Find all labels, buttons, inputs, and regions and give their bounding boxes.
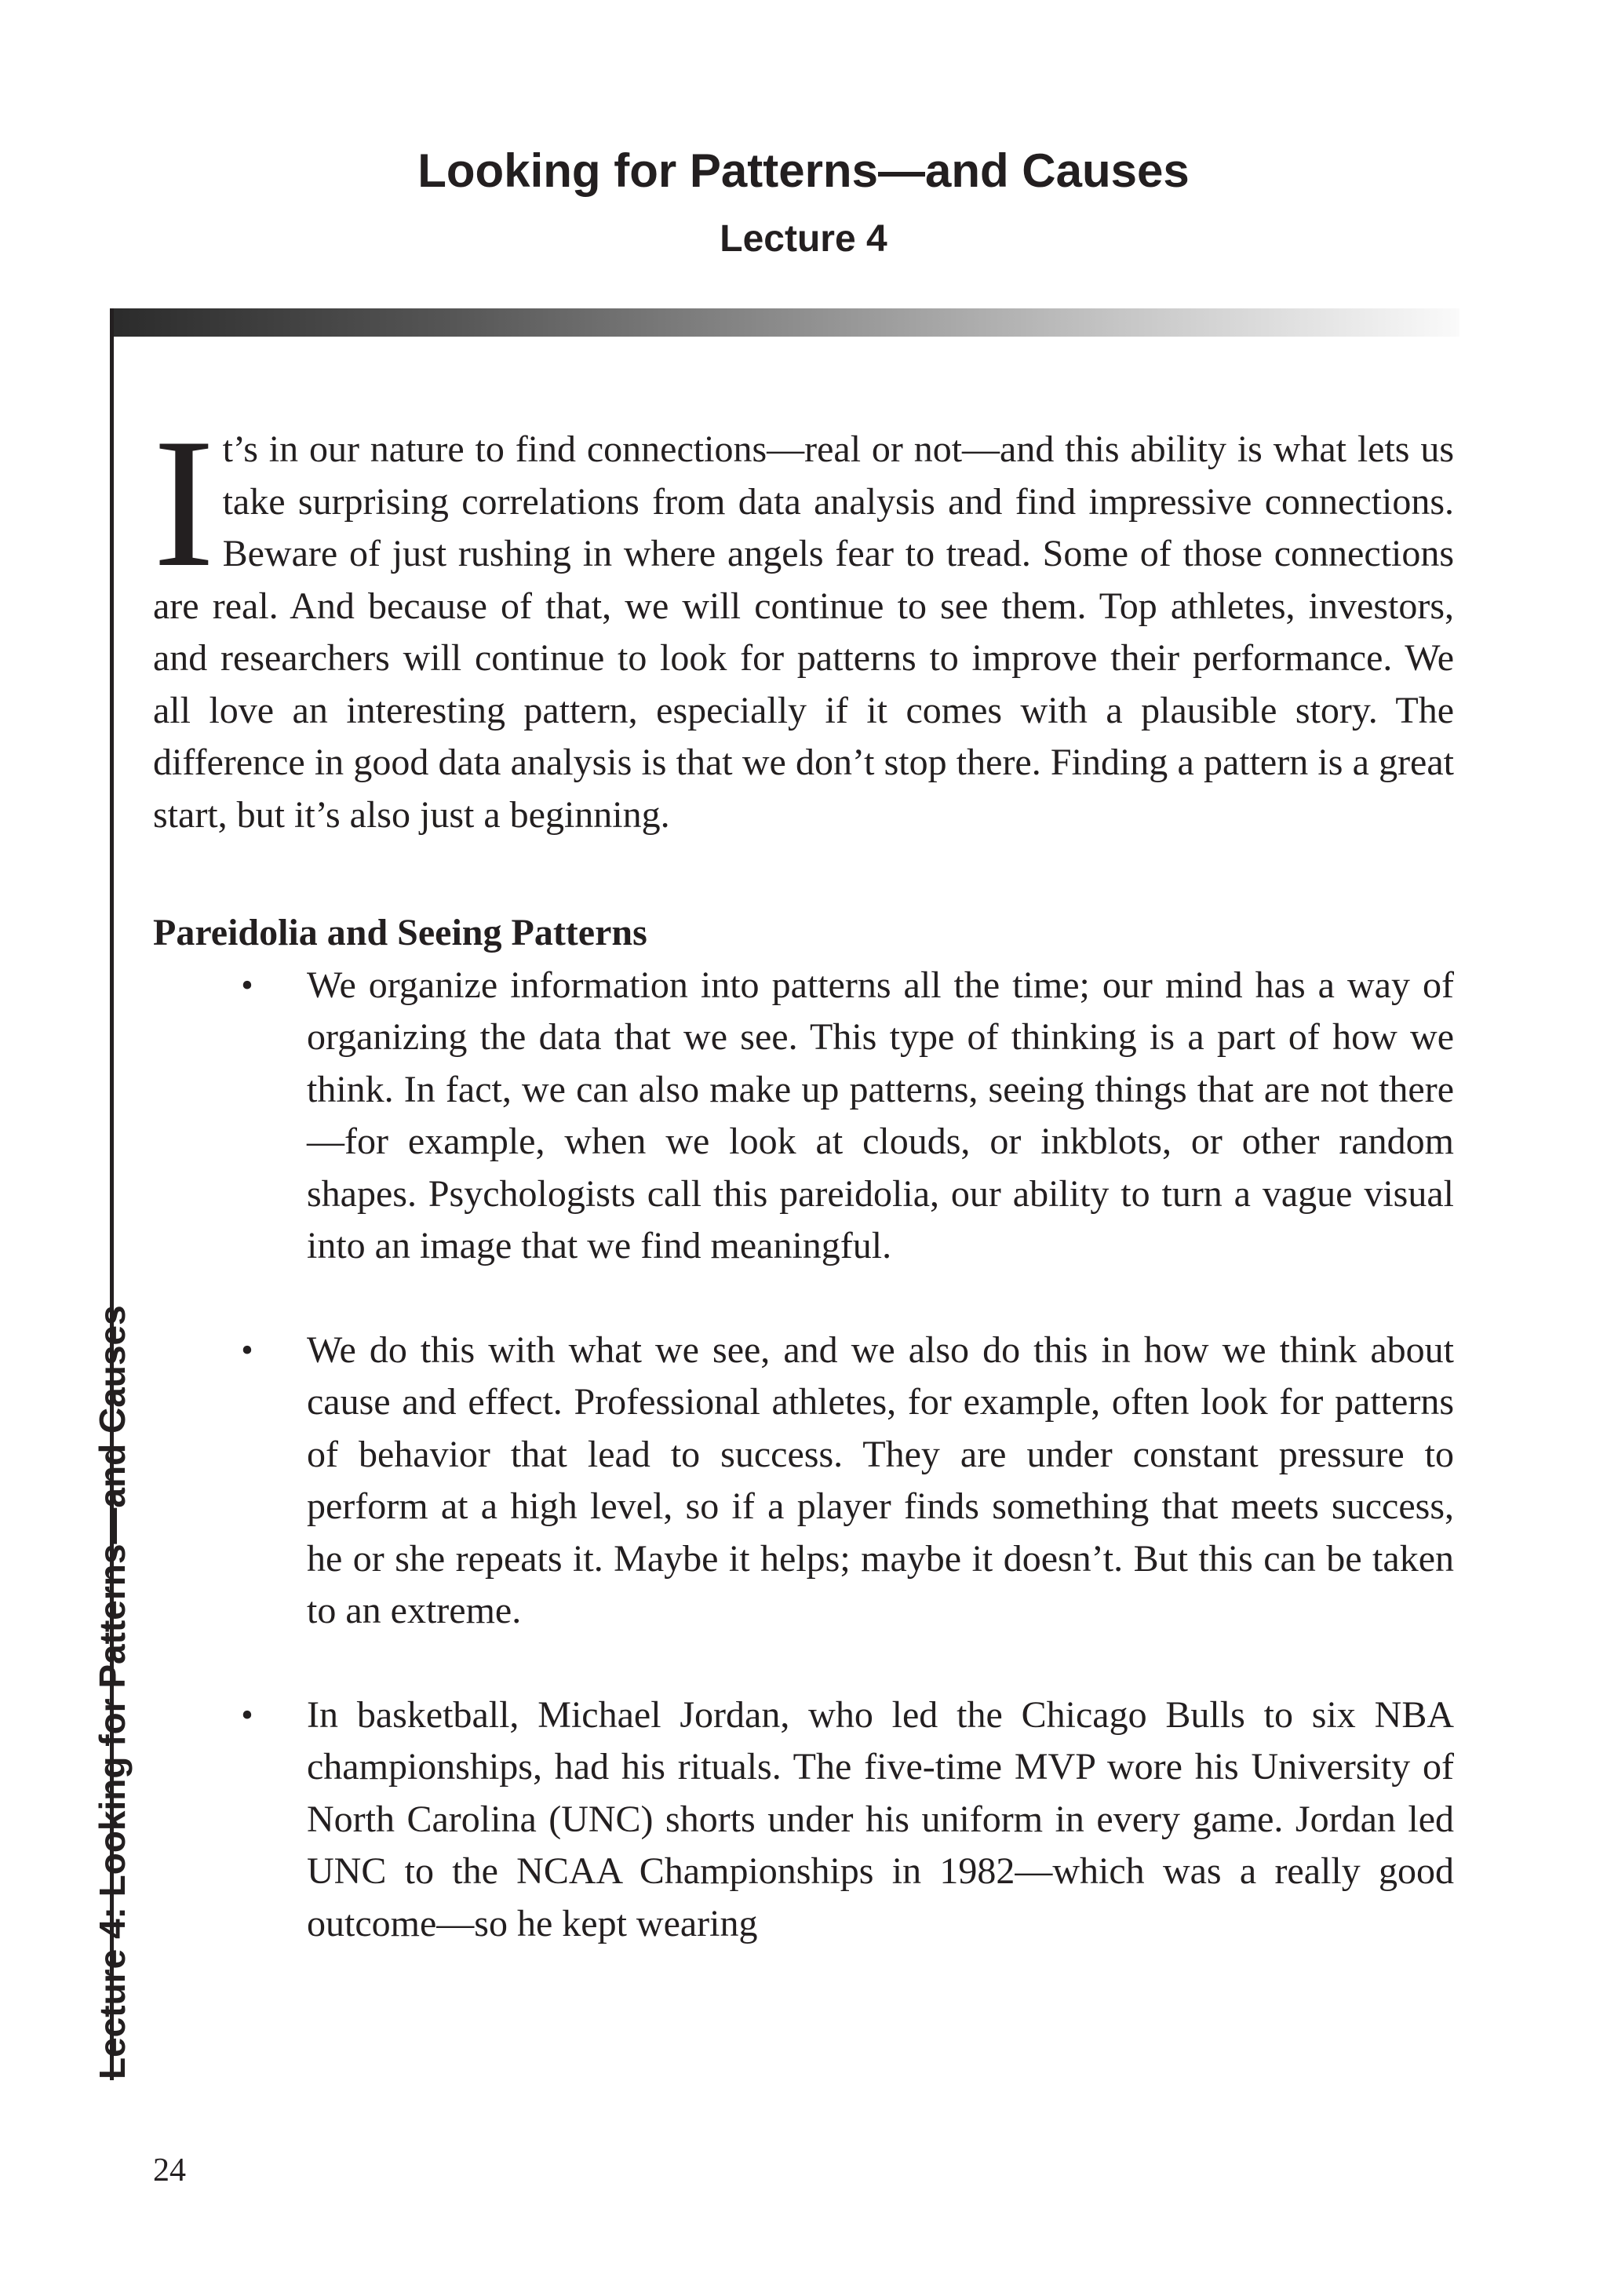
page-title: Looking for Patterns—and Causes xyxy=(417,144,1190,197)
page-number: 24 xyxy=(153,2152,186,2188)
bullet-dot-icon: • xyxy=(241,1330,253,1369)
bullet-dot-icon: • xyxy=(241,965,253,1004)
bullet-text: In basketball, Michael Jordan, who led the Chicago Bulls to six NBA championships, had his rituals. The five-time MVP wore his University of North Carolina (UNC) shorts under his uniform in every game. Jordan led UNC to the NCAA Championships in 1982—which was a really good outcome—so he kept wearing xyxy=(307,1693,1454,1944)
drop-cap: I xyxy=(153,401,215,606)
intro-paragraph xyxy=(153,401,1454,841)
section-heading: Pareidolia and Seeing Patterns xyxy=(153,912,647,953)
bullet-list xyxy=(153,960,1454,1951)
bullet-dot-icon: • xyxy=(241,1695,253,1734)
bullet-text: We do this with what we see, and we also do this in how we think about cause and effect. Professional athletes, for example, often look for patterns of behavior that lead to success. They are under constant pressure to perform at a high level, so if a player finds something that meets success, he or she repeats it. Maybe it helps; maybe it doesn’t. But this can be taken to an extreme. xyxy=(307,1328,1454,1631)
bullet-text: We organize information into patterns all the time; our mind has a way of organizing the data that we see. This type of thinking is a part of how we think. In fact, we can also make up patterns, seeing things that are not there—for example, when we look at clouds, or inkblots, or other random shapes. Psychologists call this pareidolia, our ability to turn a vague visual into an image that we find meaningful. xyxy=(307,964,1454,1266)
bullet-item xyxy=(153,1325,1454,1638)
bullet-item xyxy=(153,960,1454,1273)
body-content xyxy=(153,401,1454,1950)
bullet-item xyxy=(153,1689,1454,1951)
running-side-label: Lecture 4: Looking for Patterns—and Causes xyxy=(92,1305,133,2079)
gradient-header-bar xyxy=(110,308,1459,337)
lecture-subtitle: Lecture 4 xyxy=(720,218,887,260)
intro-text: t’s in our nature to find connections—real or not—and this ability is what lets us take surprising correlations from data analysis and find impressive connections. Beware of just rushing in where angels fear to tread. Some of those connections are real. And because of that, we will continue to see them. Top athletes, investors, and researchers will continue to look for patterns to improve their performance. We all love an interesting pattern, especially if it comes with a plausible story. The difference in good data analysis is that we don’t stop there. Finding a pattern is a great start, but it’s also just a beginning. xyxy=(153,428,1454,836)
